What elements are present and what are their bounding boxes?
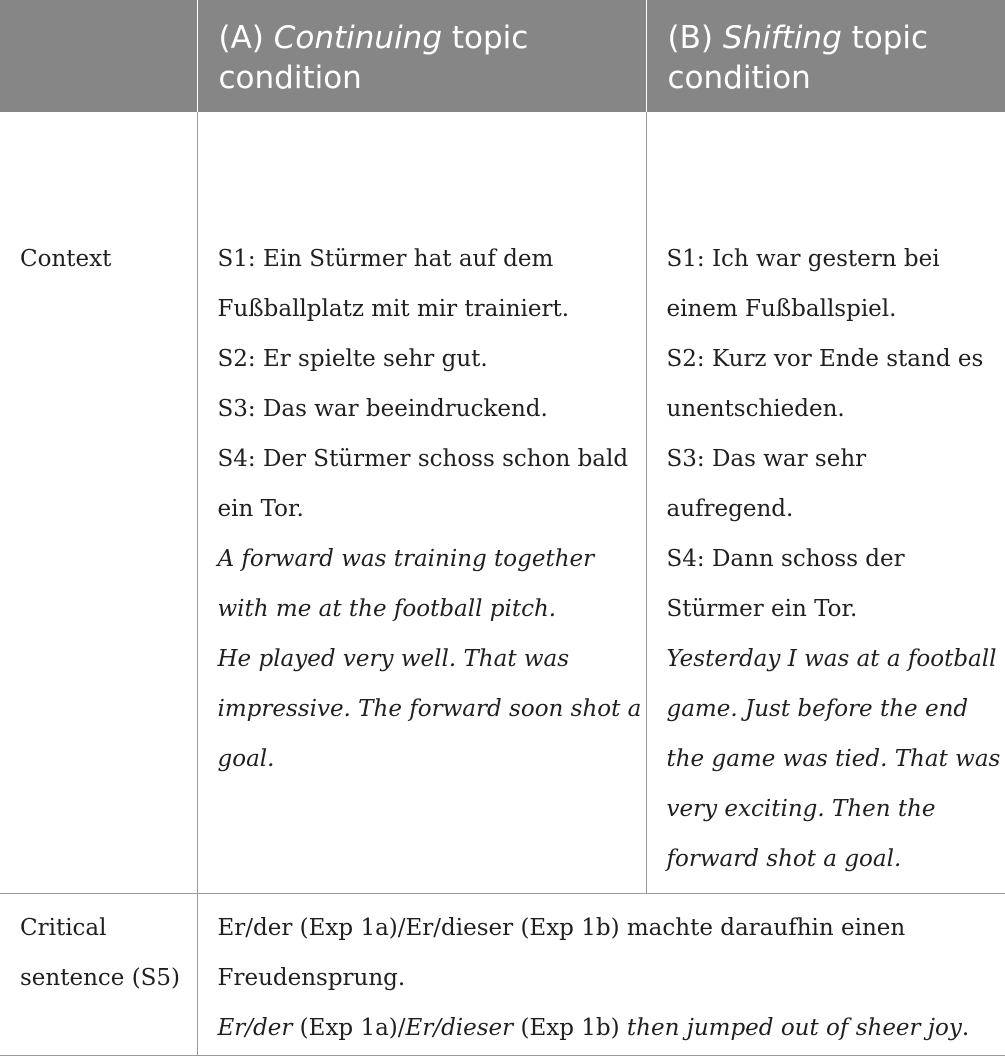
shifting-english-line: forward shot a goal.: [666, 846, 902, 872]
continuing-german-line: S3: Das war beeindruckend.: [217, 396, 548, 422]
shifting-german-line: S1: Ich war gestern bei: [666, 246, 940, 272]
shifting-context-cell: [646, 112, 1005, 894]
continuing-german-line: S1: Ein Stürmer hat auf dem: [217, 246, 554, 272]
shifting-english-line: game. Just before the end: [666, 696, 969, 722]
critical-english-translation: then jumped out of sheer joy: [626, 1015, 962, 1041]
header-continuing-condition: [197, 0, 646, 112]
header-shifting-rest: topic: [841, 20, 929, 56]
header-shifting-line2: condition: [667, 60, 811, 96]
header-continuing-rest: topic: [442, 20, 529, 56]
critical-german-line1: Er/der (Exp 1a)/Er/dieser (Exp 1b) machte daraufhin einen: [217, 915, 906, 941]
header-shifting-prefix: (B): [667, 20, 723, 56]
continuing-english-line: goal.: [217, 746, 275, 772]
critical-english-exp1a: (Exp 1a)/: [292, 1015, 406, 1041]
header-row: [0, 0, 1005, 112]
continuing-english-line: impressive. The forward soon shot a: [217, 696, 642, 722]
continuing-german-line: Fußballplatz mit mir trainiert.: [217, 296, 570, 322]
critical-sentence-cell: [197, 894, 1005, 1056]
continuing-german-line: S4: Der Stürmer schoss schon bald: [217, 446, 629, 472]
critical-english-pronoun-1b: Er/dieser: [405, 1015, 514, 1041]
critical-row: [0, 894, 1005, 1056]
critical-label-line2: sentence (S5): [20, 965, 181, 991]
continuing-german-line: S2: Er spielte sehr gut.: [217, 346, 488, 372]
shifting-german-line: aufregend.: [666, 496, 794, 522]
continuing-german-line: ein Tor.: [217, 496, 304, 522]
shifting-german-line: einem Fußballspiel.: [666, 296, 897, 322]
context-row: [0, 112, 1005, 894]
critical-label-cell: [0, 894, 197, 1056]
critical-english-line: [218, 1003, 992, 1053]
context-label-cell: [0, 112, 197, 894]
header-empty-cell: [0, 0, 197, 112]
critical-english-period: .: [961, 1015, 970, 1041]
continuing-english-line: with me at the football pitch.: [217, 596, 557, 622]
critical-english-exp1b: (Exp 1b): [513, 1015, 627, 1041]
critical-label-line1: Critical: [20, 915, 107, 941]
critical-english-pronoun-1a: Er/der: [217, 1015, 293, 1041]
shifting-german-line: unentschieden.: [666, 396, 845, 422]
header-shifting-emph: Shifting: [722, 20, 842, 56]
shifting-german-line: Stürmer ein Tor.: [666, 596, 858, 622]
context-label: Context: [20, 246, 112, 272]
continuing-context-cell: [197, 112, 646, 894]
shifting-english-line: Yesterday I was at a football: [666, 646, 997, 672]
continuing-english-line: He played very well. That was: [217, 646, 570, 672]
shifting-german-line: S4: Dann schoss der: [666, 546, 905, 572]
shifting-german-line: S2: Kurz vor Ende stand es: [666, 346, 984, 372]
shifting-english-line: very exciting. Then the: [666, 796, 936, 822]
shifting-german-line: S3: Das war sehr: [666, 446, 867, 472]
header-continuing-line2: condition: [218, 60, 362, 96]
header-continuing-emph: Continuing: [273, 20, 443, 56]
continuing-english-line: A forward was training together: [217, 546, 595, 572]
header-continuing-prefix: (A): [218, 20, 274, 56]
header-shifting-condition: [646, 0, 1005, 112]
critical-german-line2: Freudensprung.: [217, 965, 406, 991]
shifting-english-line: the game was tied. That was: [666, 746, 1001, 772]
